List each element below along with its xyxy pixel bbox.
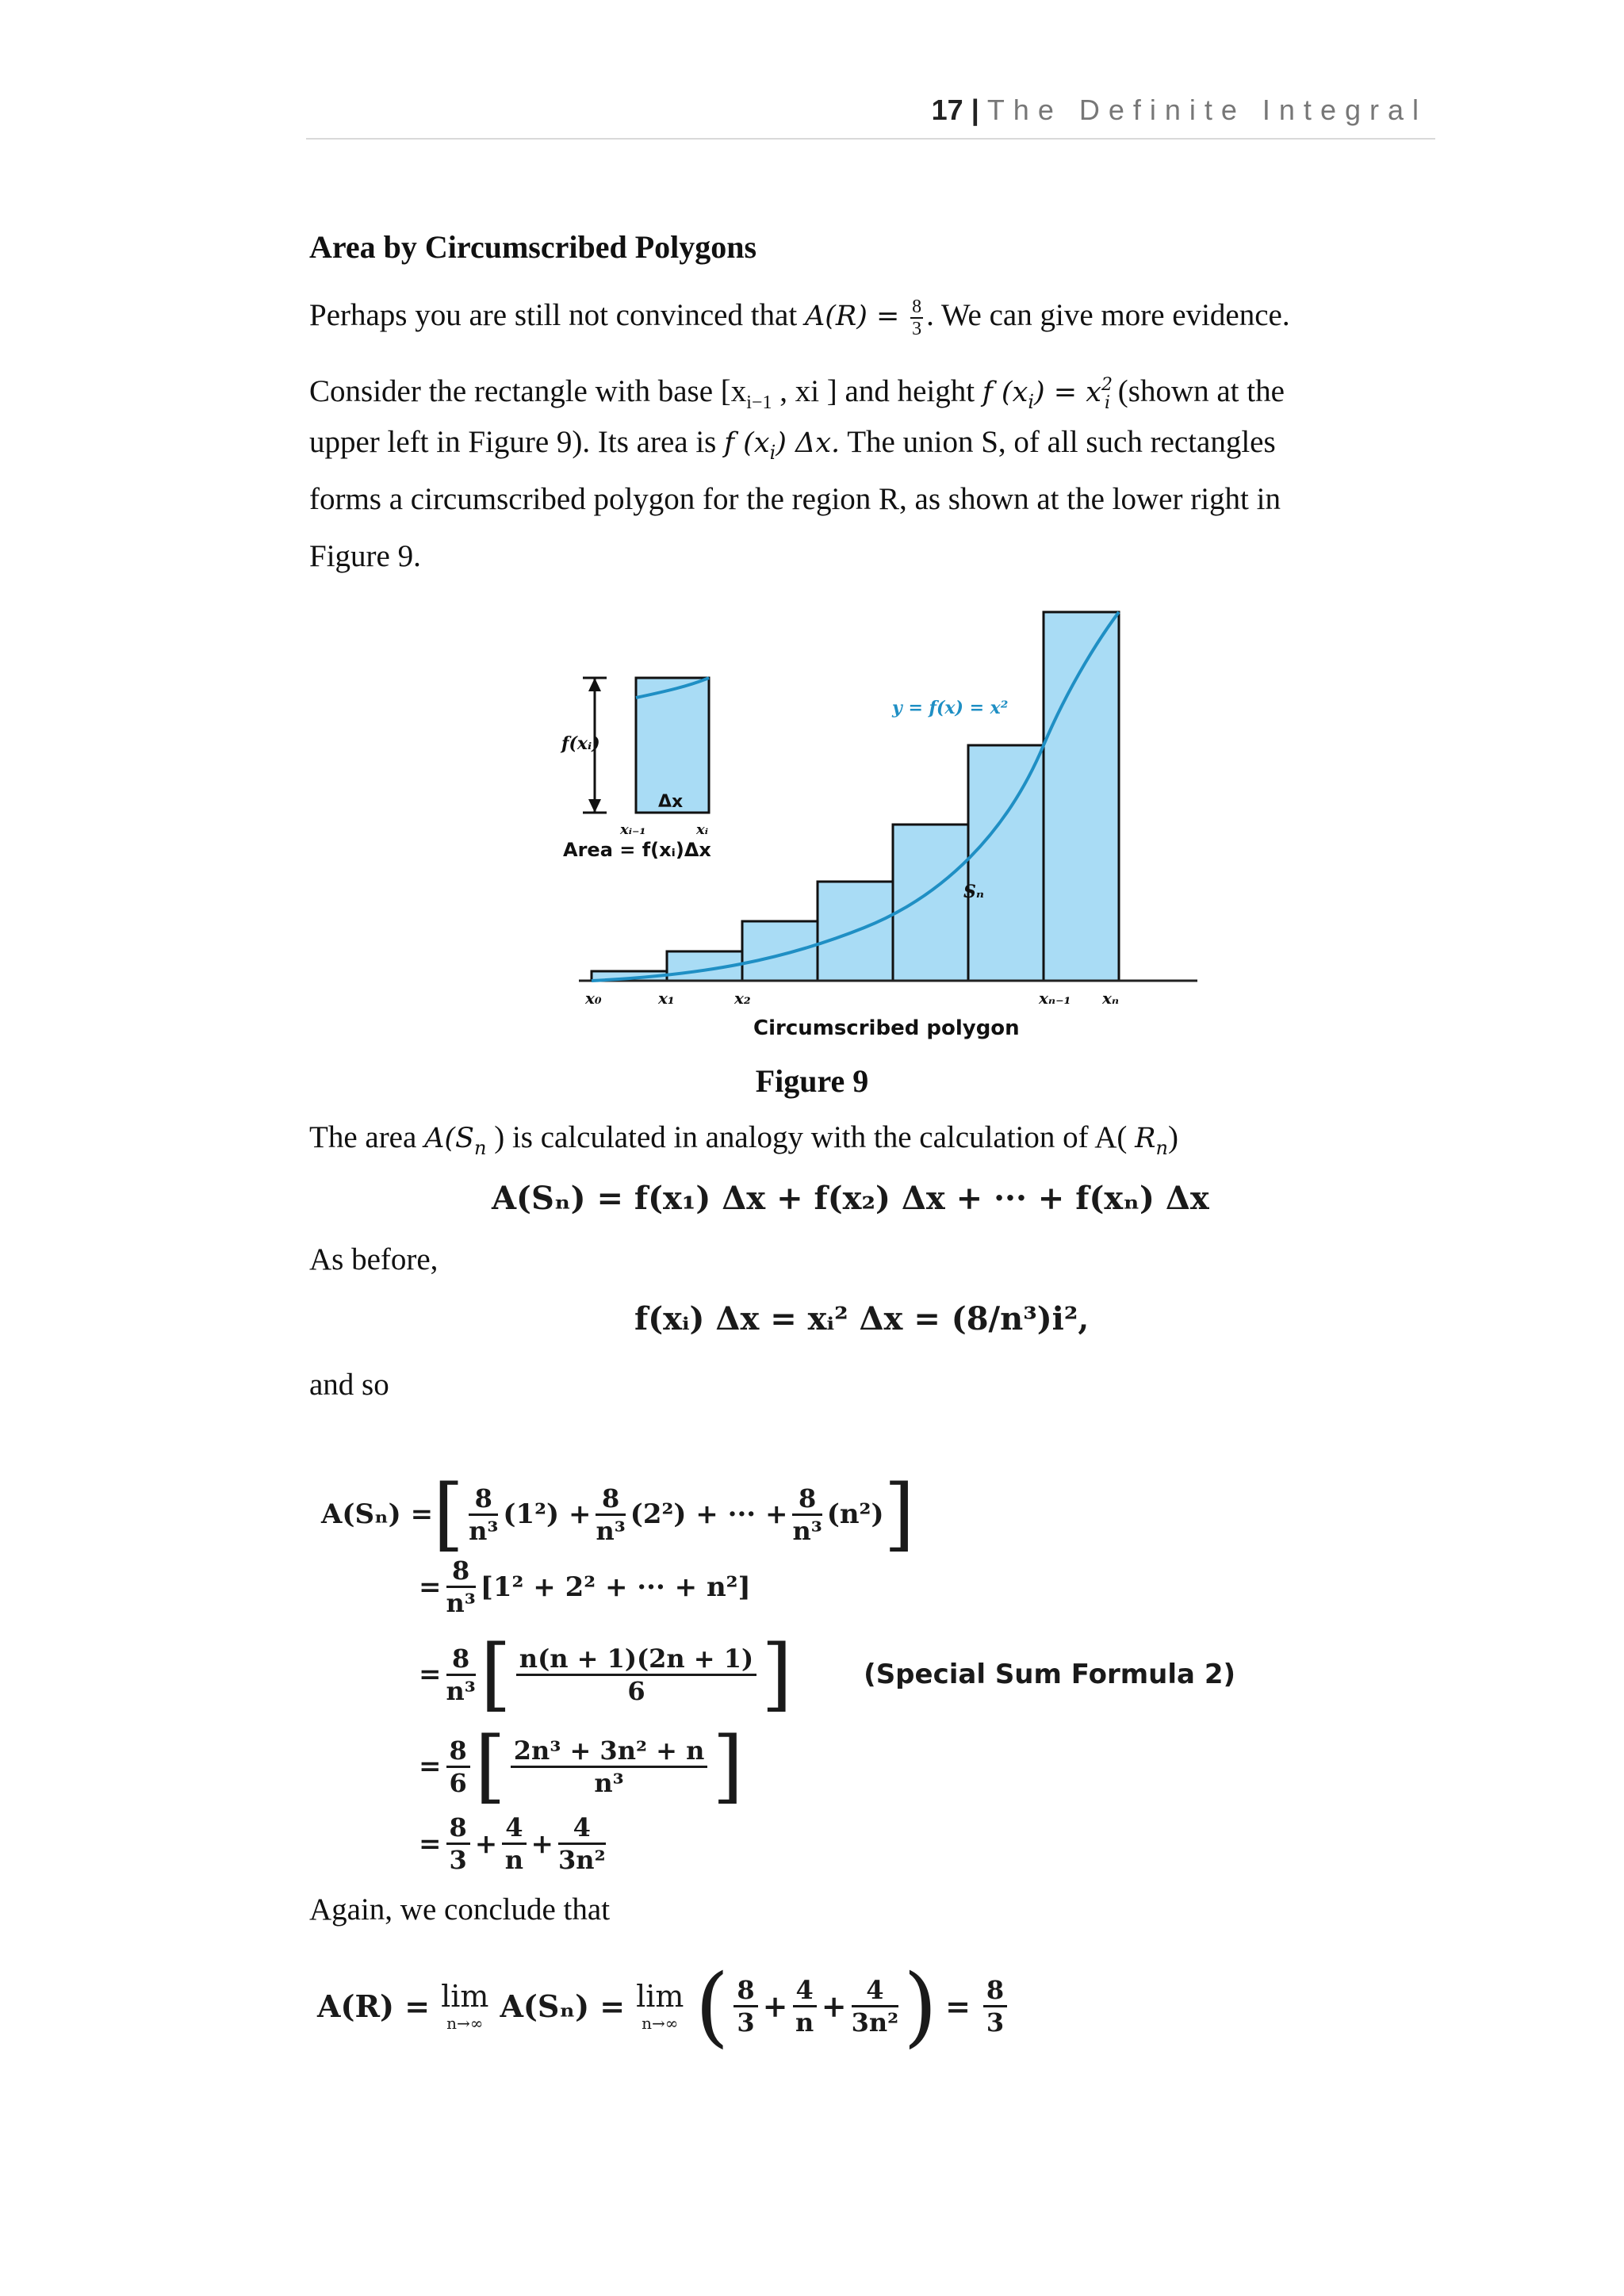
x-tick-2: x₂ xyxy=(734,989,751,1008)
rect-6 xyxy=(968,745,1044,981)
subscript: i xyxy=(1104,392,1111,413)
bracket-open: [ xyxy=(480,1628,511,1720)
frac-4-n xyxy=(793,1975,817,2038)
para-text: Consider the rectangle with base [x xyxy=(309,374,747,408)
frac-den: 3n² xyxy=(851,2007,899,2038)
frac-4-3n2 xyxy=(852,1975,899,2038)
equation-area-sum: A(Sₙ) = f(x₁) Δx + f(x₂) Δx + ··· + f(xₙ) Δx xyxy=(492,1180,1209,1217)
frac-num: 2n³ + 3n² + n xyxy=(511,1735,708,1768)
equals: = xyxy=(945,1988,971,2024)
limit-operator xyxy=(636,1979,684,2033)
again-text: Again, we conclude that xyxy=(309,1892,611,1927)
plus: + xyxy=(530,1827,554,1860)
frac-num: 8 xyxy=(469,1483,498,1516)
inline-math: ) Δx. xyxy=(776,427,841,459)
header-separator: | xyxy=(971,94,979,126)
inset-x-right: xᵢ xyxy=(696,821,709,838)
frac-num: n(n + 1)(2n + 1) xyxy=(516,1644,756,1676)
x-tick-n-1: xₙ₋₁ xyxy=(1039,989,1071,1008)
derivation-line-5 xyxy=(419,1812,611,1875)
limit-operator xyxy=(441,1979,488,2033)
frac-8-6 xyxy=(446,1735,470,1798)
frac-den: n xyxy=(504,1845,524,1875)
final-mid: A(Sₙ) = xyxy=(500,1988,626,2024)
frac-num: 8 xyxy=(733,1975,757,2007)
formula-note: (Special Sum Formula 2) xyxy=(864,1659,1236,1690)
derivation-line-1 xyxy=(321,1468,915,1560)
running-title: The Definite Integral xyxy=(986,94,1427,126)
region-label: Sₙ xyxy=(963,882,984,902)
lim-text: lim xyxy=(441,1979,489,2014)
frac-num: 8 xyxy=(446,1644,476,1676)
frac-den: 3 xyxy=(986,2007,1005,2038)
inline-fraction xyxy=(910,297,923,339)
page-number: 17 xyxy=(931,94,963,126)
para-text: The union S, of all such rectangles xyxy=(847,425,1276,459)
inline-math: f (x xyxy=(982,377,1028,408)
frac-4-n xyxy=(502,1812,526,1875)
frac-8-n3 xyxy=(596,1483,625,1546)
frac-den: n³ xyxy=(596,1515,626,1546)
bracket-close: ] xyxy=(883,1468,915,1560)
lim-sub: n→∞ xyxy=(446,2014,484,2033)
rect-5 xyxy=(893,825,968,981)
bracket-close: ] xyxy=(712,1720,744,1812)
inline-math: f (x xyxy=(724,427,770,459)
final-frac-8-3 xyxy=(983,1975,1007,2038)
frac-den: n³ xyxy=(446,1675,476,1706)
subscript: n xyxy=(1155,1136,1168,1159)
final-lhs: A(R) = xyxy=(317,1988,431,2024)
figure-caption: Figure 9 xyxy=(755,1063,869,1099)
curve-label: y = f(x) = x² xyxy=(892,698,1009,718)
subscript: i xyxy=(1028,390,1034,413)
paragraph-line-4: forms a circumscribed polygon for the region R, as shown at the lower right in xyxy=(309,482,1281,516)
sum-of-squares: [1² + 2² + ··· + n²] xyxy=(480,1571,751,1603)
bracket-open: [ xyxy=(474,1720,506,1812)
equals: = xyxy=(419,1571,442,1603)
figure-9 xyxy=(547,603,1205,1047)
derivation-line-2 xyxy=(419,1556,751,1618)
polygon-label: Circumscribed polygon xyxy=(753,1016,1020,1040)
frac-den: n xyxy=(795,2007,814,2038)
frac-num: 8 xyxy=(912,297,922,318)
frac-num: 8 xyxy=(446,1556,476,1588)
frac-den: 6 xyxy=(627,1675,645,1706)
para-text: , xi ] and height xyxy=(772,374,975,408)
inset-width-label: Δx xyxy=(658,792,684,812)
derivation-line-4 xyxy=(419,1720,744,1812)
paren-open: ( xyxy=(695,1955,730,2057)
equals: = xyxy=(419,1827,442,1860)
section-heading: Area by Circumscribed Polygons xyxy=(309,229,757,265)
deriv-lhs: A(Sₙ) = xyxy=(321,1498,434,1530)
para-text: upper left in Figure 9). Its area is xyxy=(309,425,717,459)
frac-8-n3 xyxy=(469,1483,498,1546)
para-text: (shown at the xyxy=(1110,374,1285,408)
lim-sub: n→∞ xyxy=(642,2014,679,2033)
equals: = xyxy=(419,1659,442,1690)
plus: + xyxy=(821,1988,847,2024)
frac-den: n³ xyxy=(792,1515,822,1546)
derivation-line-3 xyxy=(419,1628,1236,1720)
term-arg: (n²) xyxy=(826,1498,884,1530)
para-text: Perhaps you are still not convinced that xyxy=(309,298,798,332)
frac-special-sum xyxy=(516,1644,756,1706)
frac-num: 8 xyxy=(983,1975,1007,2007)
x-tick-n: xₙ xyxy=(1102,989,1120,1008)
arrow-up xyxy=(588,678,601,691)
frac-8-n3 xyxy=(446,1644,476,1706)
paren-close: ) xyxy=(903,1955,938,2057)
frac-num: 8 xyxy=(446,1812,470,1845)
header-text xyxy=(932,94,1427,127)
inline-math: ) = x xyxy=(1034,377,1101,408)
frac-den: 6 xyxy=(449,1767,467,1798)
frac-num: 4 xyxy=(852,1975,899,2007)
paragraph-line-1 xyxy=(309,287,1432,345)
lim-text: lim xyxy=(636,1979,684,2014)
and-so-text: and so xyxy=(309,1368,389,1402)
inline-math: A(R) = xyxy=(804,300,900,332)
frac-8-n3 xyxy=(792,1483,822,1546)
frac-8-n3 xyxy=(446,1556,476,1618)
frac-den: 3 xyxy=(737,2007,755,2038)
frac-polynomial xyxy=(511,1735,708,1798)
frac-den: n³ xyxy=(594,1767,624,1798)
para-text: . We can give more evidence. xyxy=(926,298,1290,332)
frac-den: n³ xyxy=(446,1588,476,1618)
inset-x-left: xᵢ₋₁ xyxy=(620,821,646,838)
frac-8-3 xyxy=(446,1812,470,1875)
frac-num: 8 xyxy=(596,1483,625,1516)
frac-num: 4 xyxy=(558,1812,606,1845)
frac-den: n³ xyxy=(469,1515,499,1546)
frac-4-3n2 xyxy=(558,1812,606,1875)
subscript: i−1 xyxy=(746,392,772,413)
term-arg: (2²) + ··· + xyxy=(630,1498,788,1530)
frac-num: 8 xyxy=(792,1483,822,1516)
term-arg: (1²) + xyxy=(503,1498,592,1530)
plus: + xyxy=(474,1827,498,1860)
final-limit-equation xyxy=(317,1955,1012,2057)
arrow-down xyxy=(588,799,601,813)
frac-num: 4 xyxy=(502,1812,526,1845)
inline-math: A(S xyxy=(424,1123,474,1154)
frac-8-3 xyxy=(733,1975,757,2038)
para-text: ) xyxy=(1167,1120,1178,1154)
equals: = xyxy=(419,1751,442,1782)
para-text: The area xyxy=(309,1120,417,1154)
as-before-text: As before, xyxy=(309,1242,439,1276)
subscript: n xyxy=(473,1136,487,1159)
bracket-open: [ xyxy=(433,1468,465,1560)
frac-num: 8 xyxy=(446,1735,470,1768)
rect-3 xyxy=(742,921,818,981)
page-header xyxy=(306,94,1435,140)
paragraph-line-5: Figure 9. xyxy=(309,539,421,573)
frac-den: 3 xyxy=(912,319,922,340)
x-tick-0: x₀ xyxy=(585,989,602,1008)
equation-term: f(xᵢ) Δx = xᵢ² Δx = (8/n³)i², xyxy=(634,1300,1090,1337)
bracket-close: ] xyxy=(761,1628,793,1720)
frac-den: 3n² xyxy=(558,1845,606,1875)
para-text: ) is calculated in analogy with the calculation of A( xyxy=(494,1120,1128,1154)
frac-num: 4 xyxy=(793,1975,817,2007)
inset-height-label: f(xᵢ) xyxy=(561,733,600,754)
frac-den: 3 xyxy=(449,1845,467,1875)
superscript: 2 xyxy=(1101,375,1113,395)
inset-area-label: Area = f(xᵢ)Δx xyxy=(563,839,711,861)
plus: + xyxy=(762,1988,788,2024)
subscript: i xyxy=(769,441,776,464)
area-analogy-line xyxy=(309,1119,1178,1159)
inline-math: R xyxy=(1135,1123,1156,1154)
x-tick-1: x₁ xyxy=(658,989,675,1008)
